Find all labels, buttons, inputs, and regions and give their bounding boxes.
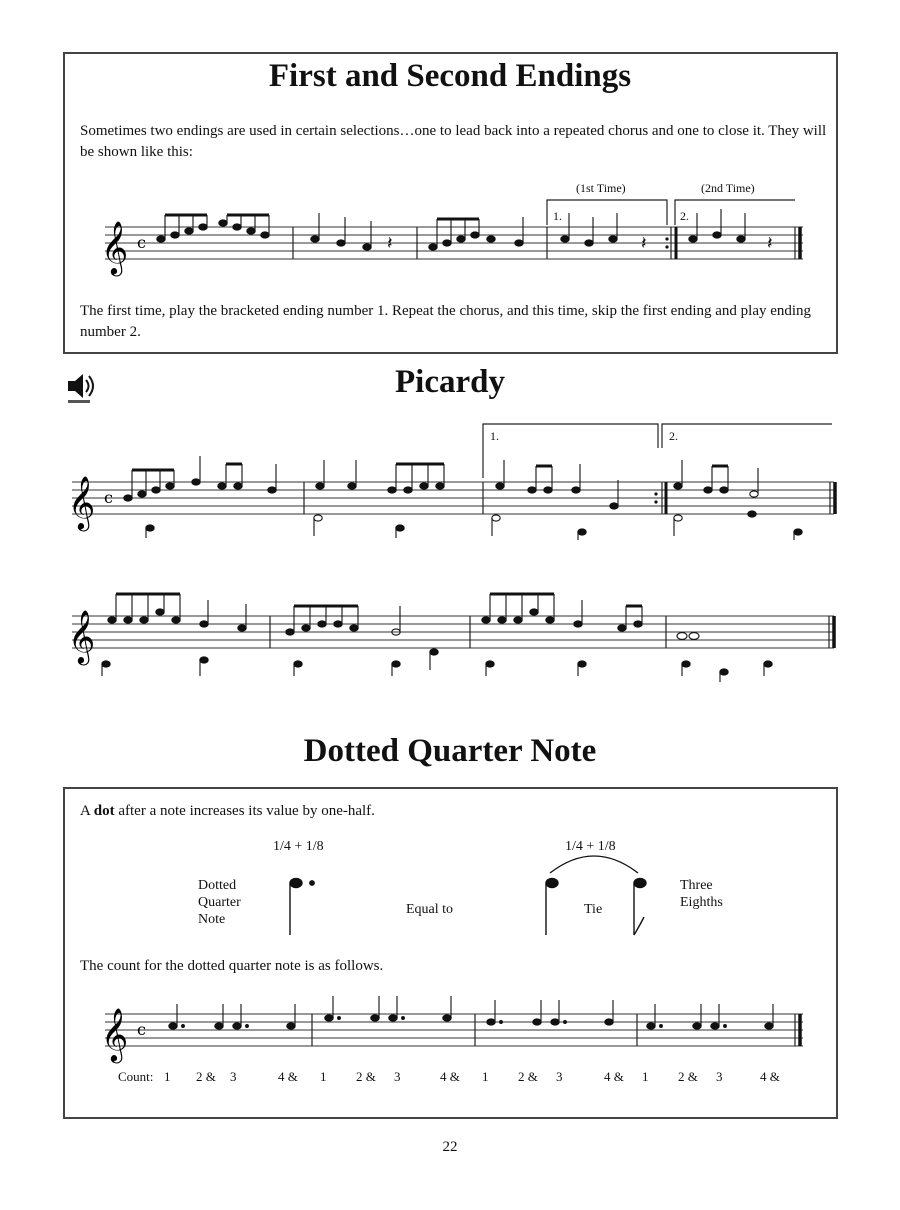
- picardy-staff-line-2: [62, 572, 842, 692]
- picardy-ending-2-number: 2.: [669, 429, 678, 443]
- svg-text:c: c: [137, 233, 146, 252]
- count-label: Count:: [118, 1069, 154, 1084]
- count-item: 2 &: [678, 1069, 698, 1084]
- svg-text:𝄽: 𝄽: [641, 233, 647, 254]
- dotted-intro-suffix: after a note increases its value by one-half.: [114, 803, 375, 819]
- dotted-quarter-title: Dotted Quarter Note: [303, 733, 597, 769]
- page-number: 22: [442, 1139, 458, 1155]
- count-item: 4 &: [760, 1069, 780, 1084]
- endings-staff: [95, 195, 815, 275]
- count-item: 2 &: [196, 1069, 216, 1084]
- count-item: 2 &: [518, 1069, 538, 1084]
- dotted-intro: [80, 801, 820, 822]
- count-item: 3: [230, 1069, 237, 1084]
- count-item: 4 &: [604, 1069, 624, 1084]
- count-item: 1: [320, 1069, 327, 1084]
- endings-title: First and Second Endings: [268, 58, 632, 94]
- dotted-label-2: Quarter: [198, 895, 241, 910]
- second-time-label: (2nd Time): [701, 181, 755, 195]
- three-eighths-label-2: Eighths: [680, 895, 723, 910]
- dotted-label-1: Dotted: [198, 878, 237, 893]
- count-intro: The count for the dotted quarter note is as follows.: [80, 958, 384, 974]
- count-item: 4 &: [440, 1069, 460, 1084]
- svg-text:𝄞: 𝄞: [101, 1007, 129, 1061]
- three-eighths-label-1: Three: [680, 878, 713, 893]
- count-item: 2 &: [356, 1069, 376, 1084]
- svg-text:c: c: [104, 488, 113, 507]
- treble-clef-icon: 𝄞: [101, 220, 129, 274]
- svg-text:𝄞: 𝄞: [68, 475, 96, 529]
- count-item: 3: [556, 1069, 563, 1084]
- count-item: 1: [642, 1069, 649, 1084]
- svg-text:𝄽: 𝄽: [387, 233, 393, 254]
- first-time-label: (1st Time): [576, 181, 626, 195]
- dotted-quarter-illustration: [280, 855, 660, 945]
- count-item: 1: [164, 1069, 171, 1084]
- endings-intro: Sometimes two endings are used in certain selections…one to lead back into a repeated chorus and one to close it. They will be shown like this:: [80, 123, 827, 160]
- picardy-title: Picardy: [395, 364, 505, 400]
- svg-text:𝄞: 𝄞: [68, 609, 96, 663]
- count-item: 3: [716, 1069, 723, 1084]
- svg-text:𝄽: 𝄽: [767, 233, 773, 254]
- count-item: 1: [482, 1069, 489, 1084]
- dotted-label-3: Note: [198, 912, 226, 927]
- picardy-ending-1-number: 1.: [490, 429, 499, 443]
- fraction-right: 1/4 + 1/8: [565, 839, 616, 854]
- endings-explanation: The first time, play the bracketed ending number 1. Repeat the chorus, and this time, skip the first ending and play ending number 2.: [80, 303, 812, 340]
- equal-to-label: Equal to: [406, 902, 454, 917]
- fraction-left: 1/4 + 1/8: [273, 839, 324, 854]
- count-item: 4 &: [278, 1069, 298, 1084]
- ending-1-number: 1.: [553, 209, 562, 223]
- count-item: 3: [394, 1069, 401, 1084]
- dotted-intro-prefix: A: [80, 803, 94, 819]
- dotted-intro-bold: dot: [93, 803, 115, 819]
- ending-2-number: 2.: [680, 209, 689, 223]
- tie-label: Tie: [584, 902, 603, 917]
- count-staff: [95, 1000, 815, 1060]
- picardy-staff-line-1: [62, 418, 842, 538]
- svg-text:c: c: [137, 1020, 146, 1039]
